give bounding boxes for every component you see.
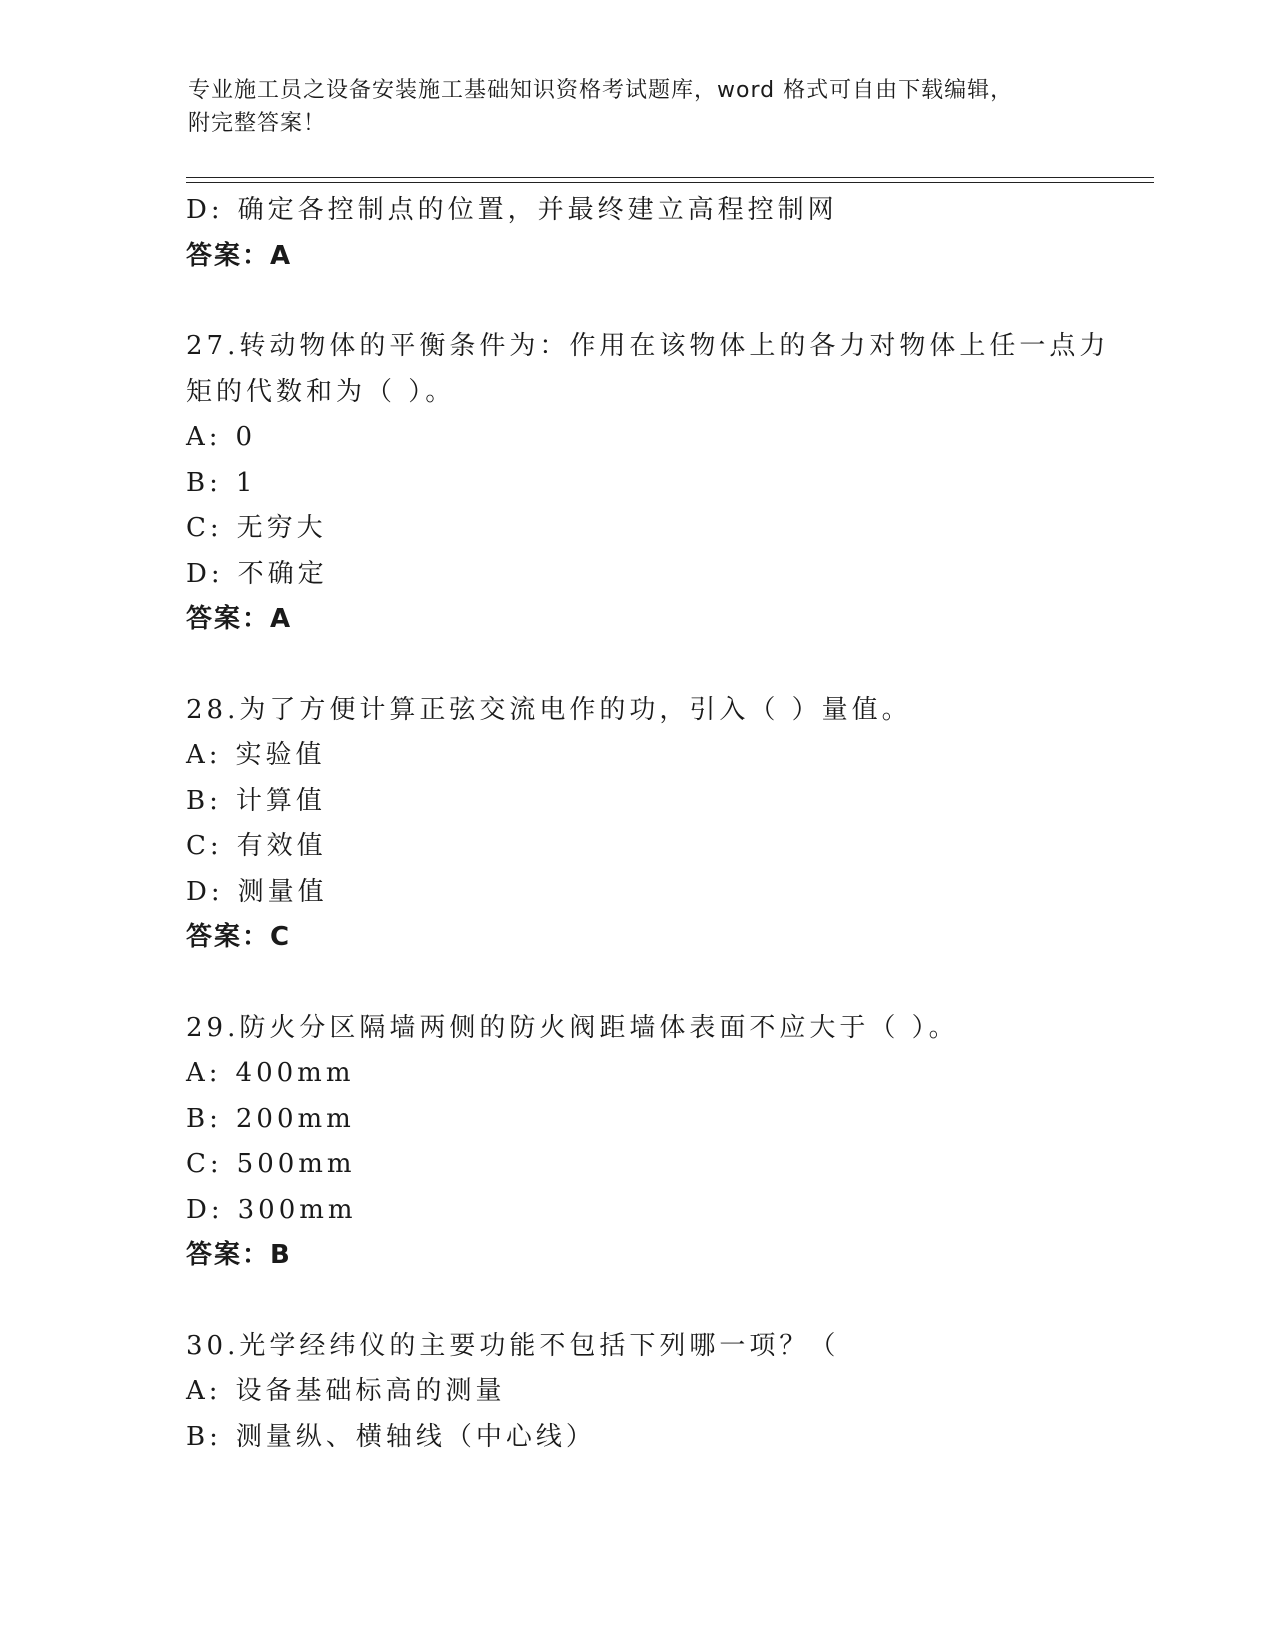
option-text: 测量纵、横轴线（中心线） [235,1421,596,1452]
option-label: D: [186,558,224,589]
option-text: 计算值 [235,785,326,816]
header-line-1: 专业施工员之设备安装施工基础知识资格考试题库，word 格式可自由下载编辑， [188,78,1014,103]
option-row [186,188,1086,234]
option-label: B: [186,1421,222,1452]
answer-line: 答案：B [186,1240,292,1270]
option-label: A: [186,1058,222,1088]
header-line-2: 附完整答案！ [188,111,327,136]
answer-line: 答案：A [186,240,293,271]
header-divider-bottom [186,182,1154,183]
option-label: D: [186,876,224,907]
option-text: 不确定 [237,558,328,589]
option-text: 1 [235,467,257,498]
option-label: C: [186,513,223,543]
spacer [186,643,1086,688]
option-row [186,1142,1086,1188]
header-divider-top [186,177,1154,178]
option-label: D: [186,1194,224,1225]
option-row [186,1097,1086,1143]
spacer [186,961,1086,1006]
question-stem-continued: 矩的代数和为（ ）。 [186,376,456,407]
question-list [186,188,1110,1460]
answer-line: 答案：C [186,922,292,952]
option-text: 200mm [235,1103,355,1134]
option-row [186,1369,1086,1415]
option-row [186,1415,1086,1461]
option-label: C: [186,1149,223,1179]
question-stem: 27.转动物体的平衡条件为：作用在该物体上的各力对物体上任一点力 [186,331,1110,361]
option-label: C: [186,831,223,861]
option-label: B: [186,785,222,816]
option-text: 确定各控制点的位置，并最终建立高程控制网 [237,195,838,225]
option-text: 无穷大 [236,513,327,543]
option-text: 实验值 [235,740,326,770]
option-row [186,1051,1086,1097]
option-label: A: [186,740,222,770]
option-row [186,1188,1086,1234]
question-stem: 30.光学经纬仪的主要功能不包括下列哪一项？（ [186,1330,840,1361]
answer-line: 答案：A [186,604,293,634]
option-label: A: [186,422,222,452]
spacer [186,1279,1086,1324]
option-text: 测量值 [237,876,328,907]
option-text: 设备基础标高的测量 [235,1376,506,1406]
page-header [188,74,1088,140]
option-label: D: [186,195,224,225]
question-stem: 28.为了方便计算正弦交流电作的功，引入（ ）量值。 [186,694,912,725]
option-text: 300mm [237,1194,357,1225]
option-row [186,461,1086,507]
option-label: A: [186,1376,222,1406]
option-text: 500mm [236,1149,356,1179]
option-row [186,733,1086,779]
option-text: 400mm [235,1058,355,1088]
option-row [186,779,1086,825]
option-row [186,415,1086,461]
option-text: 0 [235,422,257,452]
option-row [186,506,1086,552]
option-label: B: [186,467,222,498]
question-stem: 29.防火分区隔墙两侧的防火阀距墙体表面不应大于（ ）。 [186,1012,959,1043]
option-label: B: [186,1103,222,1134]
option-row [186,824,1086,870]
option-row [186,552,1086,598]
option-text: 有效值 [236,831,327,861]
option-row [186,870,1086,916]
spacer [186,279,1086,324]
